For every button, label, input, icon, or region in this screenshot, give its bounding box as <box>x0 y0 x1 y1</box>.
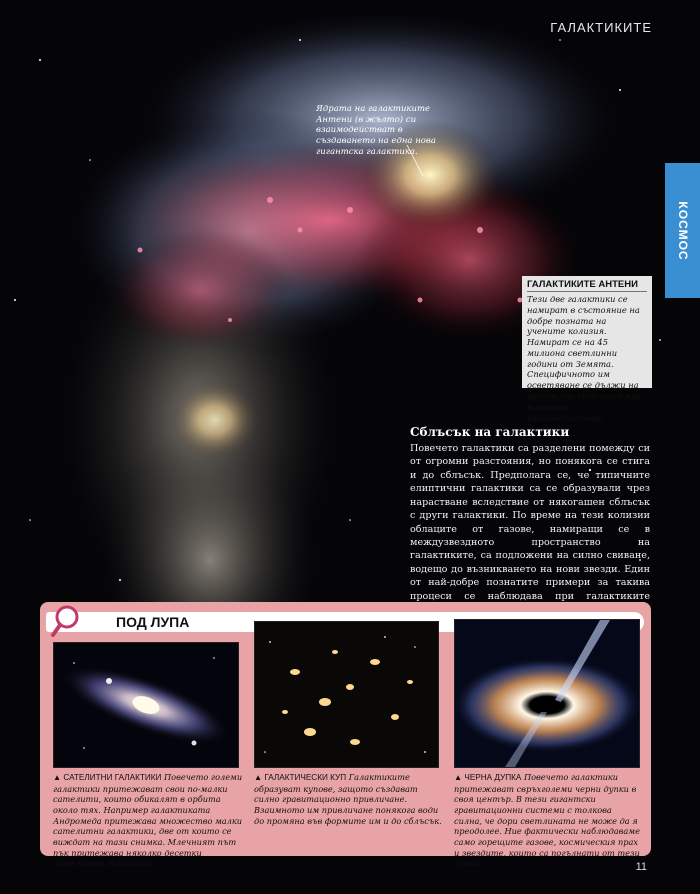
caption-satellite-title: ▲ САТЕЛИТНИ ГАЛАКТИКИ <box>53 773 162 782</box>
andromeda-photo <box>53 642 239 768</box>
caption-cluster-text: Галактиките образуват купове, защото създават силно гравитационно привличане. Взаимното им привличане понякога води до промяна във формите им и до сблъсък. <box>254 772 442 826</box>
cluster-photo <box>254 621 439 768</box>
collision-article <box>410 425 650 616</box>
article-title: Сблъсък на галактики <box>410 425 570 439</box>
caption-cluster-title: ▲ ГАЛАКТИЧЕСКИ КУП <box>254 773 347 782</box>
caption-black-hole-title: ▲ ЧЕРНА ДУПКА <box>454 773 522 782</box>
caption-cluster <box>254 772 444 826</box>
magnifier-icon <box>50 604 80 638</box>
caption-satellite <box>53 772 243 869</box>
caption-black-hole-text: Повечето галактики притежават свръхголеми черни дупки в своя център. В тези гигантски гравитационни системи с толкова силна, че дори светлината не може да я преодолее. Ние фактически наблюдаваме само горещите газове, космическия прах и звездите, които са погълнати от тези дупки. <box>454 772 640 869</box>
panel-title: ПОД ЛУПА <box>116 614 190 630</box>
caption-satellite-text: Повечето големи галактики притежават свои по-малки сателити, които обикалят в орбита около тях. Например галактиката Андромеда притежава множество малки сателитни галактики, две от които се виждат на тази снимка. Млечният път пък притежава няколко десетки сателитни галактики. <box>53 772 243 869</box>
section-title: ГАЛАКТИКИТЕ <box>550 20 652 35</box>
black-hole-photo <box>454 619 640 768</box>
antennae-infobox <box>522 276 652 423</box>
page-number: 11 <box>635 861 647 873</box>
section-tab-label: КОСМОС <box>675 200 690 261</box>
infobox-title: ГАЛАКТИКИТЕ АНТЕНИ <box>527 279 647 292</box>
caption-black-hole <box>454 772 642 869</box>
section-tab[interactable] <box>665 163 700 298</box>
infobox-text: Тези две галактики се намират в състояние на добре позната на учените колизия. Намират се на 45 милиона светлинни години от Земята. Специфичното им осветяване се дължи на звездните експлозии при тяхното взаимодействие. <box>527 294 642 423</box>
article-text: Повечето галактики са разделени помежду си от огромни разстояния, но понякога се стига и до сблъсък. Предполага се, че типичните елиптични галактики са се образували чрез нарастване вследствие от някогашен сблъсък с други галактики. По време на тези колизии облаците от газове, намиращи се в междузвездното пространство на галактиките, са подложени на силно свиване, водещо до възникването на нови звезди. Един от най-добре познатите примери за такива процеси се наблюдава при галактиките <box>410 443 650 602</box>
nuclei-callout: Ядрата на галактиките Антени (в жълто) си взаимодействат в създаването на една нова гигантска галактика. <box>316 104 436 157</box>
